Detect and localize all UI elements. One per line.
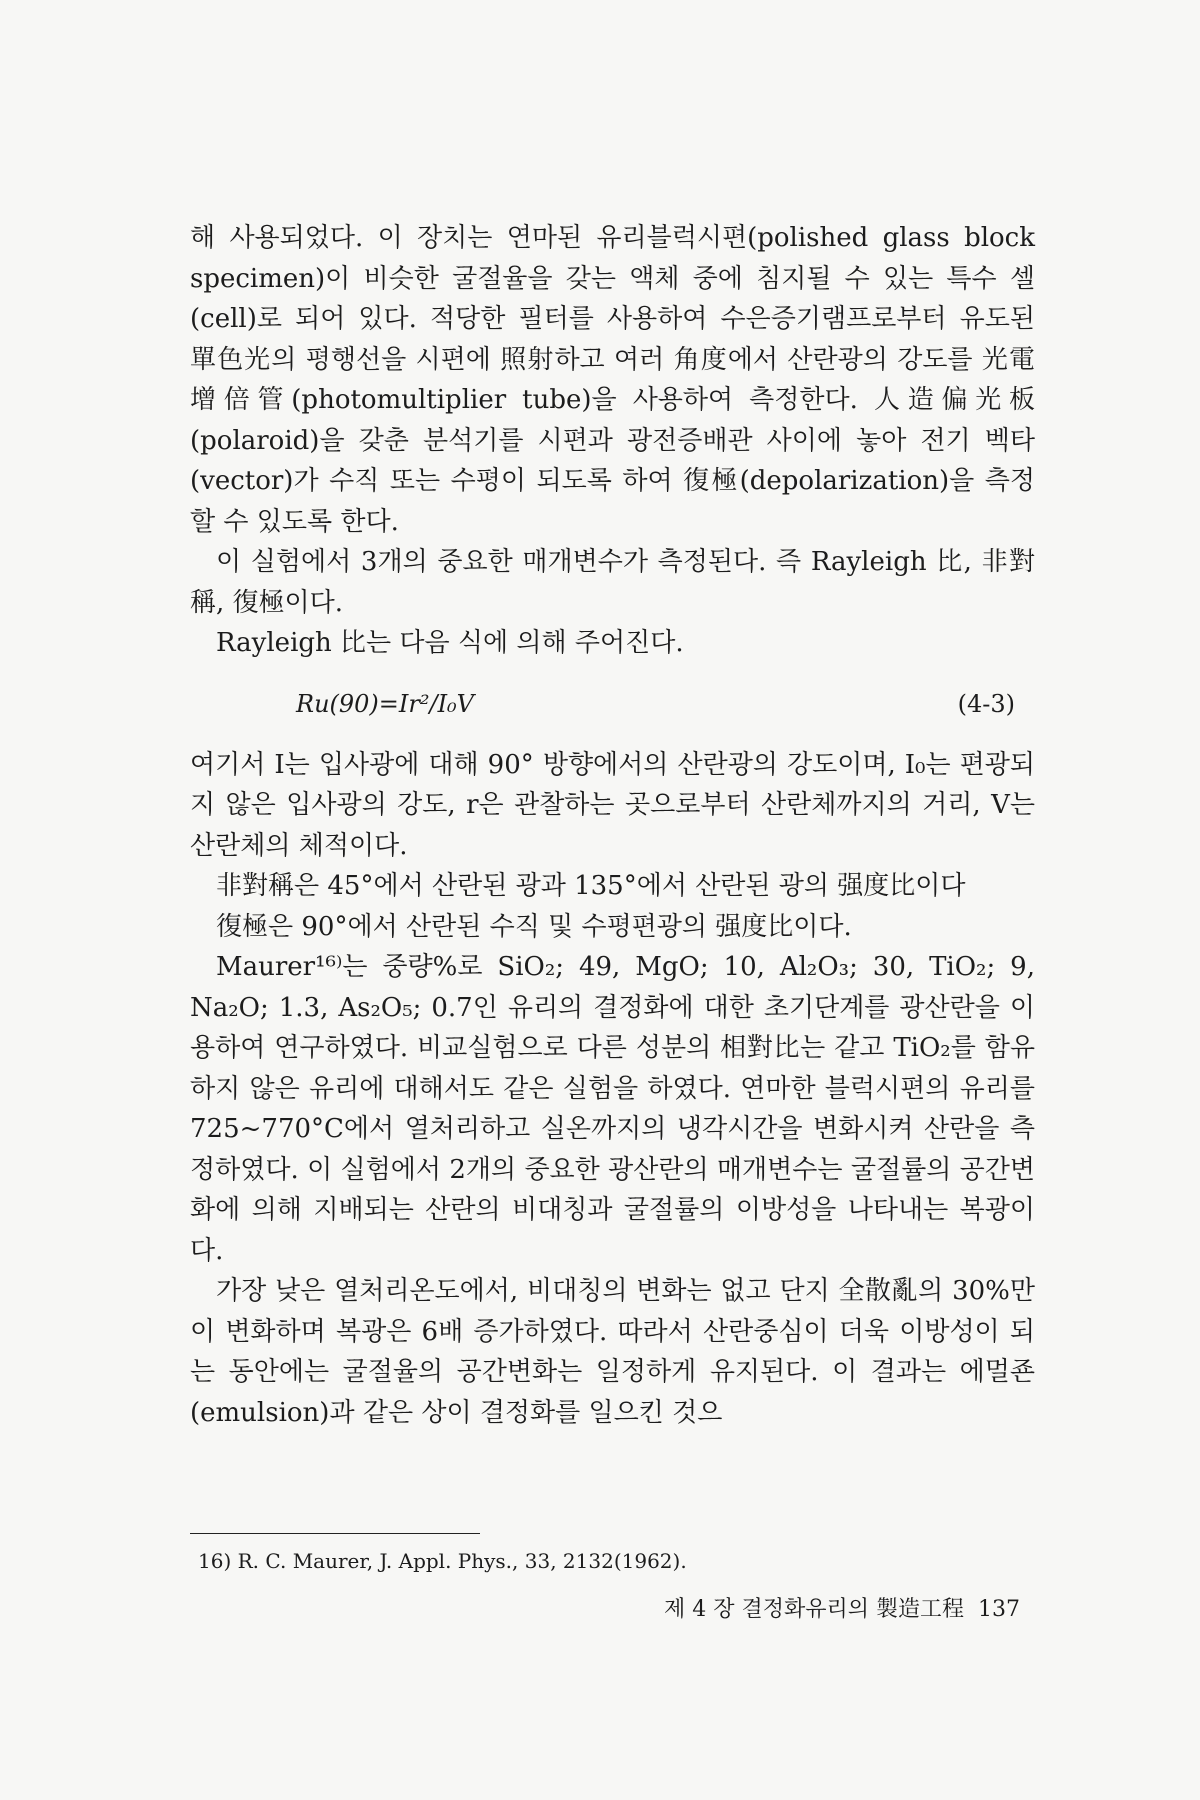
paragraph: Maurer¹⁶⁾는 중량%로 SiO₂; 49, MgO; 10, Al₂O₃; 30, TiO₂; 9, Na₂O; 1.3, As₂O₅; 0.7인 유리의 결정화에 대한 초기단계를 광산란을 이용하여 연구하였다. 비교실험으로 다른 성분의 相對比는 같고 TiO₂를 함유하지 않은 유리에 대해서도 같은 실험을 하였다. 연마한 블럭시편의 유리를 725~770°C에서 열처리하고 실온까지의 냉각시간을 변화시켜 산란을 측정하였다. 이 실험에서 2개의 중요한 광산란의 매개변수는 굴절률의 공간변화에 의해 지배되는 산란의 비대칭과 굴절률의 이방성을 나타내는 복광이다.: [190, 952, 1035, 1266]
footnote: 16) R. C. Maurer, J. Appl. Phys., 33, 2132(1962).: [198, 1549, 687, 1573]
equation-formula: Ru(90)=Ir²/I₀V: [296, 689, 474, 718]
page-footer: [590, 1593, 1020, 1627]
paragraph: 여기서 I는 입사광에 대해 90° 방향에서의 산란광의 강도이며, I₀는 편광되지 않은 입사광의 강도, r은 관찰하는 곳으로부터 산란체까지의 거리, V는 산란체의 체적이다.: [190, 749, 1035, 861]
footnote-divider: [190, 1533, 480, 1534]
equation: [190, 664, 1035, 745]
paragraph: 이 실험에서 3개의 중요한 매개변수가 측정된다. 즉 Rayleigh 比, 非對稱, 復極이다.: [190, 547, 1035, 618]
body-text: [190, 218, 1035, 1433]
paragraph: 復極은 90°에서 산란된 수직 및 수평편광의 强度比이다.: [216, 911, 852, 942]
chapter-title: 제 4 장 결정화유리의 製造工程: [664, 1597, 964, 1622]
equation-number: (4-3): [957, 689, 1015, 718]
paragraph: 非對稱은 45°에서 산란된 광과 135°에서 산란된 광의 强度比이다: [216, 871, 966, 901]
paragraph: Rayleigh 比는 다음 식에 의해 주어진다.: [216, 628, 684, 658]
paragraph: 가장 낮은 열처리온도에서, 비대칭의 변화는 없고 단지 全散亂의 30%만이 변화하며 복광은 6배 증가하였다. 따라서 산란중심이 더욱 이방성이 되는 동안에는 굴절율의 공간변화는 일정하게 유지된다. 이 결과는 에멀죤(emulsion)과 같은 상이 결정화를 일으킨 것으: [190, 1276, 1035, 1428]
paragraph: 해 사용되었다. 이 장치는 연마된 유리블럭시편(polished glass block specimen)이 비슷한 굴절율을 갖는 액체 중에 침지될 수 있는 특수 셀(cell)로 되어 있다. 적당한 필터를 사용하여 수은증기램프로부터 유도된 單色光의 평행선을 시편에 照射하고 여러 角度에서 산란광의 강도를 光電增倍管(photomultiplier tube)을 사용하여 측정한다. 人造偏光板(polaroid)을 갖춘 분석기를 시편과 광전증배관 사이에 놓아 전기 벡타(vector)가 수직 또는 수평이 되도록 하여 復極(depolarization)을 측정할 수 있도록 한다.: [190, 223, 1035, 537]
page-number: 137: [978, 1597, 1020, 1622]
